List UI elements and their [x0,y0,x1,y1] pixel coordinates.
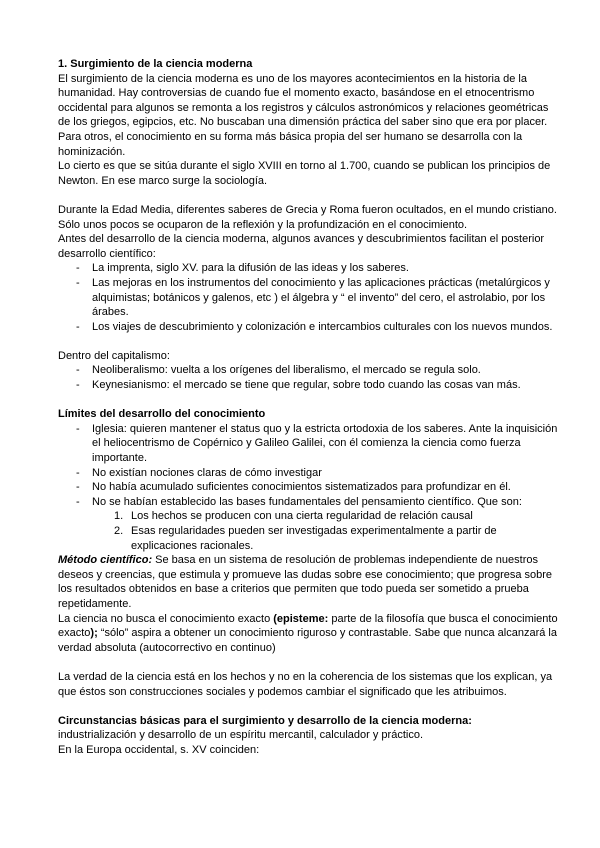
list-item: - Keynesianismo: el mercado se tiene que regular, sobre todo cuando las cosas van más. [58,378,560,393]
capitalism-list [58,363,560,392]
circumstances-title: Circunstancias básicas para el surgimiento y desarrollo de la ciencia moderna: [58,714,472,727]
list-item: - No se habían establecido las bases fundamentales del pensamiento científico. Que son: [58,495,560,510]
paragraph: En la Europa occidental, s. XV coinciden: [58,743,260,756]
list-item: - La imprenta, siglo XV. para la difusión de las ideas y los saberes. [58,261,560,276]
list-item: - Iglesia: quieren mantener el status quo y la estricta ortodoxia de los saberes. Ante la inquisición el heliocentrismo de Copérnico y Galileo Galilei, con él comienza la ciencia como fuerza importante. [58,422,560,466]
numbered-item: 2. Esas regularidades pueden ser investigadas experimentalmente a partir de explicaciones racionales. [114,525,497,552]
paragraph: Para otros, el conocimiento en su forma más básica propia del ser humano se desarrolla con la hominización. [58,130,523,158]
episteme-paragraph: La ciencia no busca el conocimiento exacto (episteme: parte de la filosofía que busca el conocimiento exacto); “sólo” aspira a obtener un conocimiento riguroso y contrastable. Sabe que nunca alcanzará la verdad absoluta (autocorrectivo en continuo) [58,612,558,654]
advances-list [58,261,560,334]
paragraph: Lo cierto es que se sitúa durante el siglo XVIII en torno al 1.700, cuando se publican los principios de Newton. En ese marco surge la sociología. [58,160,551,187]
method-paragraph: Método científico: Se basa en un sistema de resolución de problemas independiente de nuestros deseos y creencias, que estimula y promueve las dudas sobre ese conocimiento; que progresa sobre los resultados obtenidos en base a criterios que permiten que todo pueda ser sometido a prueba repetidamente. [58,554,553,610]
principles-list [58,509,560,553]
list-item: - Neoliberalismo: vuelta a los orígenes del liberalismo, el mercado se regula solo. [58,363,560,378]
section-title: 1. Surgimiento de la ciencia moderna [58,58,253,70]
paragraph: Antes del desarrollo de la ciencia moderna, algunos avances y descubrimientos facilitan el posterior desarrollo científico: [58,233,545,260]
list-item: - Los viajes de descubrimiento y colonización e intercambios culturales con los nuevos mundos. [58,320,560,335]
numbered-item: 1. Los hechos se producen con una cierta regularidad de relación causal [114,510,473,523]
limits-title: Límites del desarrollo del conocimiento [58,408,266,421]
paragraph: industrialización y desarrollo de un espíritu mercantil, calculador y práctico. [58,729,424,742]
method-label: Método científico: [58,554,153,567]
limits-list [58,422,560,510]
paragraph: Durante la Edad Media, diferentes saberes de Grecia y Roma fueron ocultados, en el mundo cristiano. Sólo unos pocos se ocuparon de la reflexión y la profundización en el conocimiento. [58,203,557,231]
list-item: - Las mejoras en los instrumentos del conocimiento y las aplicaciones prácticas (metalúrgicos y alquimistas; botánicos y galenos, etc ) el álgebra y “ el invento” del cero, el astrolabio, por los árabes. [58,276,560,320]
list-item: - No existían nociones claras de cómo investigar [58,466,560,481]
paragraph: El surgimiento de la ciencia moderna es uno de los mayores acontecimientos en la historia de la humanidad. Hay controversias de cuando fue el momento exacto, basándose en el etnocentrismo occidental para algunos se remonta a los registros y cálculos astronómicos y relaciones geométricas de los griegos, egipcios, etc. No buscaban una dimensión práctica del saber sino que era por placer. [58,72,549,129]
paragraph: La verdad de la ciencia está en los hechos y no en la coherencia de los sistemas que los explican, ya que éstos son construcciones sociales y podemos cambiar el significado que les atribuimos. [58,670,553,698]
paragraph: Dentro del capitalismo: [58,349,170,362]
list-item: - No había acumulado suficientes conocimientos sistematizados para profundizar en él. [58,480,560,495]
